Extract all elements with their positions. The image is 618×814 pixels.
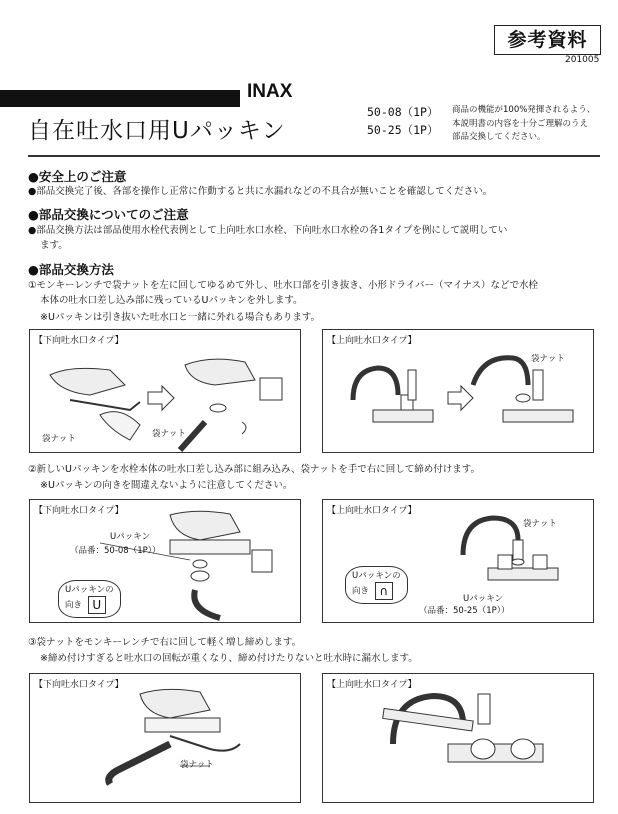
safety-heading: ●安全上のご注意	[28, 169, 127, 184]
header-bar-notch	[232, 90, 240, 107]
brand-logo: INAX	[247, 81, 293, 102]
panel-label: 【上向吐水口タイプ】	[327, 680, 417, 690]
step1-down-panel	[29, 329, 301, 453]
step1-line1: ①モンキーレンチで袋ナットを左に回してゆるめて外し、吐水口部を引き抜き、小形ドライバー（マイナス）などで水栓	[28, 280, 538, 291]
u-symbol: U	[88, 596, 106, 614]
u-packing-callout: Uパッキン	[463, 594, 504, 604]
step1-up-panel	[322, 329, 594, 453]
u-direction-label: 向き	[65, 600, 83, 611]
method-heading: ●部品交換方法	[28, 262, 114, 277]
u-direction-label: Uパッキンの	[352, 571, 401, 581]
divider	[28, 155, 600, 157]
u-direction-label: 向き	[352, 586, 370, 597]
exchange-notes-line2: ます。	[40, 240, 68, 251]
step2-note: ※Uパッキンの向きを間違えないように注意してください。	[40, 480, 293, 491]
step3-line1: ③袋ナットをモンキーレンチで右に回して軽く増し締めします。	[28, 637, 302, 648]
step2-up-panel	[322, 499, 594, 623]
step2-down-panel	[29, 499, 301, 623]
part-number-callout: （品番：50-08（1P））	[70, 546, 161, 556]
panel-label: 【下向吐水口タイプ】	[34, 506, 124, 516]
step3-note: ※締め付けすぎると吐水口の回転が重くなり、締め付けたりないと吐水時に漏水します。	[40, 653, 418, 664]
notice-line: 部品交換してください。	[452, 132, 546, 142]
part-number-callout: （品番：50-25（1P））	[419, 606, 510, 616]
part-number: 50-25（1P）	[367, 123, 439, 137]
part-numbers	[367, 103, 438, 139]
bag-nut-callout: 袋ナット	[531, 354, 565, 364]
date-code: 201005	[565, 55, 600, 65]
bag-nut-callout: 袋ナット	[152, 429, 186, 439]
panel-label: 【下向吐水口タイプ】	[34, 680, 124, 690]
faucet-tighten-illustration	[30, 674, 300, 802]
u-direction-box	[345, 566, 408, 604]
safety-text: ●部品交換完了後、各部を操作し正常に作動すると共に水漏れなどの不具合が無いことを確認してください。	[28, 186, 493, 197]
faucet-tighten-illustration	[323, 674, 593, 802]
panel-label: 【下向吐水口タイプ】	[34, 336, 124, 346]
step3-down-panel	[29, 673, 301, 803]
bag-nut-callout: 袋ナット	[180, 760, 214, 770]
u-packing-callout: Uパッキン	[110, 532, 151, 542]
step1-note: ※Uパッキンは引き抜いた吐水口と一緒に外れる場合もあります。	[40, 312, 321, 323]
step1-line2: 本体の吐水口差し込み部に残っているUパッキンを外します。	[40, 295, 303, 306]
bag-nut-callout: 袋ナット	[523, 519, 557, 529]
u-symbol: ∩	[375, 582, 393, 600]
step3-up-panel	[322, 673, 594, 803]
panel-label: 【上向吐水口タイプ】	[327, 506, 417, 516]
reference-badge: 参考資料	[494, 25, 601, 55]
exchange-notes-heading: ●部品交換についてのご注意	[28, 207, 189, 222]
u-direction-box	[58, 580, 121, 618]
panel-label: 【上向吐水口タイプ】	[327, 336, 417, 346]
part-number: 50-08（1P）	[367, 105, 439, 119]
header-bar	[0, 90, 240, 107]
u-direction-label: Uパッキンの	[65, 585, 114, 595]
step2-line1: ②新しいUパッキンを水栓本体の吐水口差し込み部に組み込み、袋ナットを手で右に回して締め付けます。	[28, 464, 480, 475]
notice-line: 商品の機能が100%発揮されるよう、	[452, 105, 596, 115]
page-title: 自在吐水口用Uパッキン	[28, 118, 286, 144]
faucet-removal-illustration	[323, 330, 593, 452]
exchange-notes-line1: ●部品交換方法は部品使用水栓代表例として上向吐水口水栓、下向吐水口水栓の各1タイプを例にして説明してい	[28, 225, 508, 236]
bag-nut-callout: 袋ナット	[42, 434, 76, 444]
intro-notice	[452, 104, 595, 145]
notice-line: 本説明書の内容を十分ご理解のうえ	[452, 118, 589, 129]
